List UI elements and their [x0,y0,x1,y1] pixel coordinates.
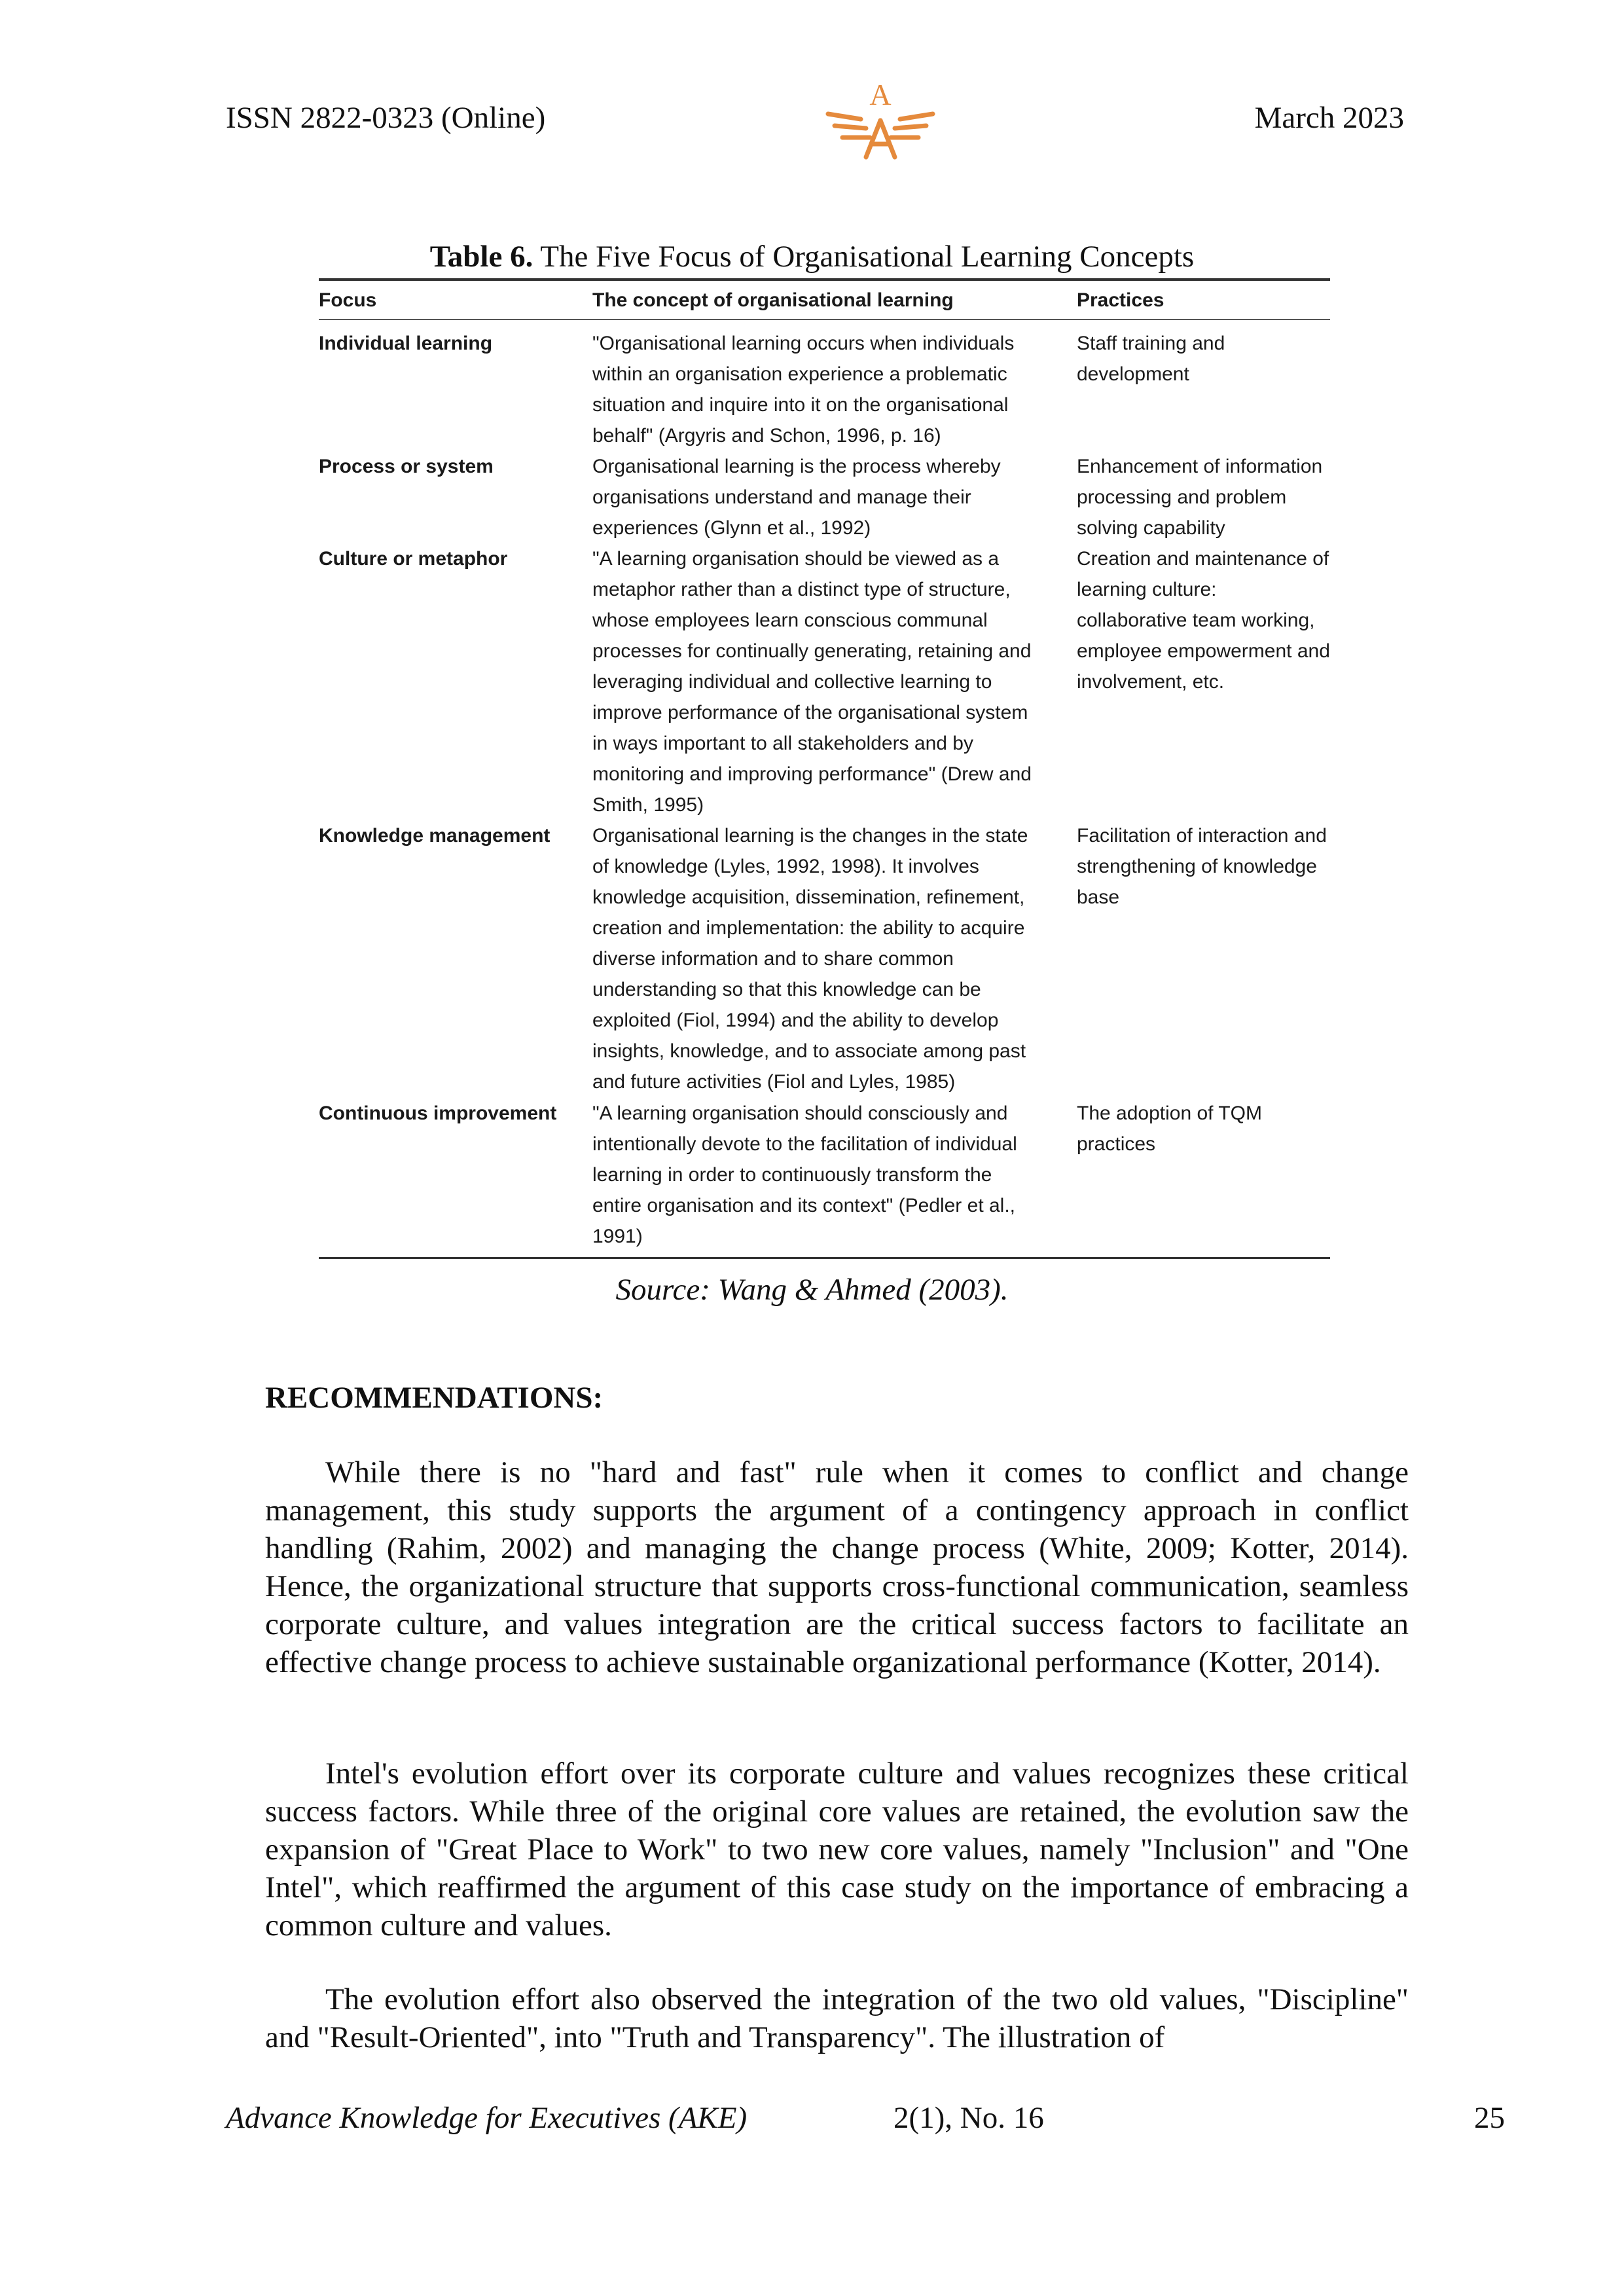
journal-logo [815,73,946,165]
table-row-focus: Continuous improvement [319,1102,557,1124]
table-row-concept: "A learning organisation should consciously and intentionally devote to the facilitation of individual learning in order to continuously transform the entire organisation and its context" (Pedler et al., 1991) [592,1102,1017,1247]
table-caption [0,237,1624,276]
table-row-concept: "A learning organisation should be viewed as a metaphor rather than a distinct type of structure, whose employees learn conscious communal processes for continually generating, retaining and leveraging individual and collective learning to improve performance of the organisational system in ways important to all stakeholders and by monitoring and improving performance" (Drew and Smith, 1995) [592,548,1032,816]
footer-journal-title: Advance Knowledge for Executives (AKE) [226,2101,748,2135]
table-row-focus: Process or system [319,456,494,477]
footer-issue-number: 2(1), No. 16 [893,2101,1044,2135]
table-top-rule [319,278,1330,281]
table-caption-label: Table 6. [429,240,533,274]
page-number: 25 [1474,2101,1505,2135]
table-row-focus: Individual learning [319,333,493,354]
table-row-practices: Staff training and development [1077,333,1225,385]
body-paragraph: The evolution effort also observed the integration of the two old values, "Discipline" and "Result-Oriented", into "Truth and Transparency". The illustration of [265,1982,1409,2054]
table-row-practices: Enhancement of information processing and problem solving capability [1077,456,1323,539]
issue-date: March 2023 [1254,101,1404,135]
table-source: Source: Wang & Ahmed (2003). [615,1273,1009,1307]
table-row-concept: "Organisational learning occurs when individuals within an organisation experience a problematic situation and inquire into it on the organisational behalf" (Argyris and Schon, 1996, p. 16) [592,333,1015,446]
table-row-focus: Knowledge management [319,825,550,847]
table-header-rule [319,319,1330,320]
table-row-focus: Culture or metaphor [319,548,508,570]
table-row-practices: Facilitation of interaction and strengthening of knowledge base [1077,825,1327,908]
body-paragraph: While there is no "hard and fast" rule when it comes to conflict and change management, this study supports the argument of a contingency approach in conflict handling (Rahim, 2002) and managing the change process (White, 2009; Kotter, 2014). Hence, the organizational structure that supports cross-functional communication, seamless corporate culture, and values integration are the critical success factors to facilitate an effective change process to achieve sustainable organizational performance (Kotter, 2014). [265,1455,1409,1679]
column-header-practices: Practices [1077,289,1164,311]
organisational-learning-table [319,278,1330,1260]
table-caption-text: The Five Focus of Organisational Learning Concepts [533,240,1195,274]
table-bottom-rule [319,1257,1330,1259]
column-header-concept: The concept of organisational learning [592,289,954,311]
table-row-concept: Organisational learning is the process whereby organisations understand and manage their experiences (Glynn et al., 1992) [592,456,1001,539]
section-heading: RECOMMENDATIONS: [265,1381,604,1415]
table-row-concept: Organisational learning is the changes in the state of knowledge (Lyles, 1992, 1998). It involves knowledge acquisition, dissemination, refinement, creation and implementation: the ability to acquire diverse information and to share common understanding so that this knowledge can be exploited (Fiol, 1994) and the ability to develop insights, knowledge, and to associate among past and future activities (Fiol and Lyles, 1985) [592,825,1028,1093]
issn-label: ISSN 2822-0323 (Online) [226,101,546,135]
logo-letter: A [869,78,892,111]
column-header-focus: Focus [319,289,377,311]
body-paragraph: Intel's evolution effort over its corporate culture and values recognizes these critical success factors. While three of the original core values are retained, the evolution saw the expansion of "Great Place to Work" to two new core values, namely "Inclusion" and "One Intel", which reaffirmed the argument of this case study on the importance of embracing a common culture and values. [265,1757,1409,1942]
table-row-practices: The adoption of TQM practices [1077,1102,1262,1155]
table-row-practices: Creation and maintenance of learning culture: collaborative team working, employee empowerment and involvement, etc. [1077,548,1330,693]
